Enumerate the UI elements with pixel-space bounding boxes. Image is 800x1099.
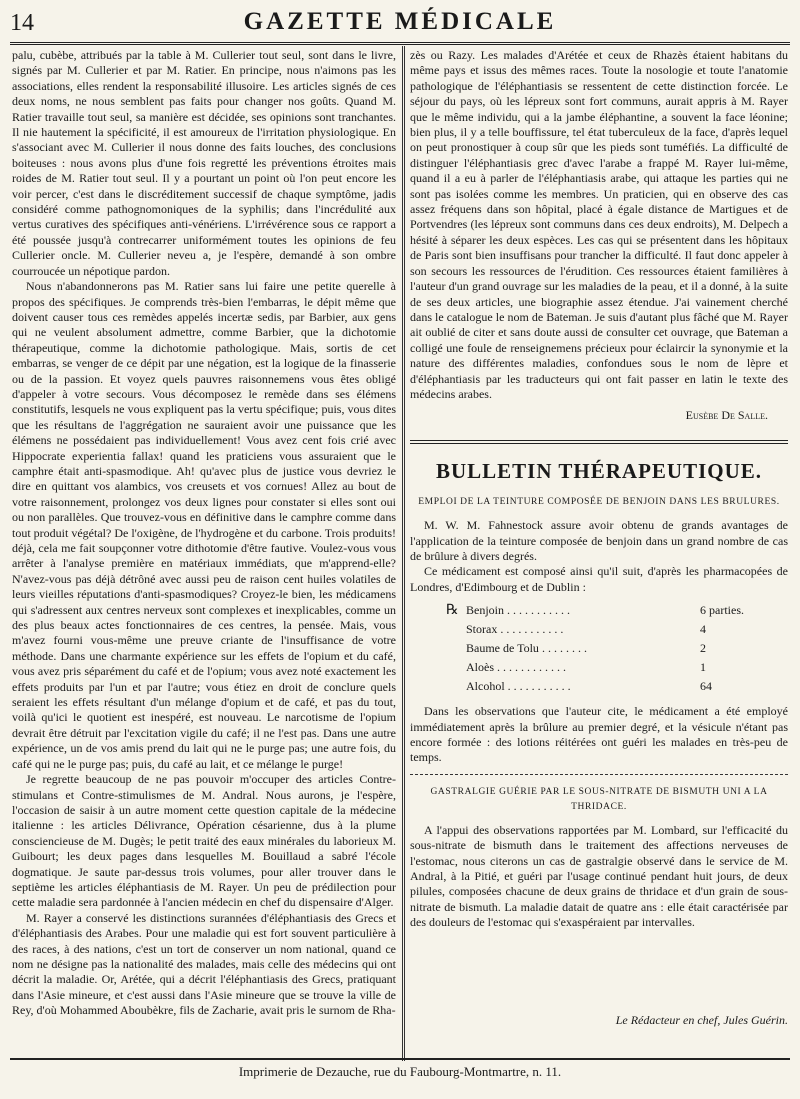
- article-signature: Eusèbe De Salle.: [685, 408, 768, 423]
- ingredient-dots: . . . . . . . . . . .: [500, 621, 564, 636]
- recipe-row: [446, 620, 788, 639]
- section1-after-paragraph: Dans les observations que l'auteur cite, le médicament a été employé immédiatement après la brûlure au premier degré, et la vésicule n'étant pas encore formée : des lotions réitérées ont guéri les malades en très-peu de temps.: [410, 704, 788, 765]
- left-paragraph-3: Je regrette beaucoup de ne pas pouvoir m'occuper des articles Contre-stimulans et Contre-stimulismes de M. Andral. Nous aurons, je l'espère, l'occasion de saisir à un autre moment cette question capitale de la médecine italienne : les articles Délivrance, Opération césarienne, dus à la plume consciencieuse de M. Dugès; le petit traité des eaux minérales du laborieux M. Guibourt; les deux pages dans lesquelles M. Bouillaud a sabré l'école dogmatique. Je saute par-dessus trois volumes, pour aller trouver dans le septième les articles éléphantiasis de M. Rayer. Un peu de prédilection pour cette maladie sera pardonnée à l'ancien médecin en chef du dispensaire d'Alger.: [12, 772, 396, 910]
- ingredient-quantity: 64: [700, 678, 712, 693]
- column-divider: [402, 46, 405, 1061]
- section1-paragraph-1: M. W. M. Fahnestock assure avoir obtenu de grands avantages de l'application de la teinture composée de benjoin dans un grand nombre de cas de brûlure à divers degrés.: [410, 518, 788, 563]
- section-divider: [410, 774, 788, 775]
- ingredient-name: Aloès: [466, 659, 494, 674]
- ingredient-dots: . . . . . . . .: [541, 640, 587, 655]
- section2-paragraph: A l'appui des observations rapportées par M. Lombard, sur l'efficacité du sous-nitrate de bismuth dans le traitement des affections nerveuses de l'estomac, nous citerons un cas de gastralgie observé dans le service de M. Andral, à la Pitié, et guéri par l'usage continué pendant huit jours, de deux pilules, composées chacune de deux grains de thridace et d'un grain de sous-nitrate de bismuth. La maladie datait de quatre ans : elle était caractérisée par des douleurs de l'estomac qui s'exaspéraient par intervalles.: [410, 822, 788, 930]
- left-column: [12, 48, 396, 1058]
- ingredient-name: Storax: [466, 621, 498, 636]
- ingredient-quantity: 2: [700, 640, 706, 655]
- recipe-row: [446, 639, 788, 658]
- right-column: [410, 48, 788, 1058]
- printer-footer: Imprimerie de Dezauche, rue du Faubourg-Montmartre, n. 11.: [238, 1064, 562, 1079]
- ingredient-name: Baume de Tolu: [466, 640, 539, 655]
- right-paragraph-1: zès ou Razy. Les malades d'Arétée et ceux de Rhazès étaient habitans du même pays et issus des mêmes races. Toute la nosologie et toute l'anatomie pathologique de l'éléphantiasis se ressentent de cette distinction forcée. Le séjour du pays, où les lépreux sont fort communs, aurait appris à M. Rayer que le même individu, qui a la jambe éléphantine, a souvent la face léonine; bien plus, il y a telle bouffissure, tel état tuberculeux de la face, d'après lequel on peut pronostiquer à coup sûr que les pieds sont tuméfiés. La difficulté de distinguer l'éléphantiasis grec d'avec l'arabe a frappé M. Rayer lui-même, quand il a eu à parler de l'éléphantiasis arabe, qui attaque les parties qui ne sont pas isolées comme les membres. Un praticien, qui en observe des cas assez fréquens dans son hôpital, placé à égale distance de Martigues et de Portvendres (les lépreux sont communs dans ces deux endroits), M. Delpech a hésité à séparer les deux espèces. Les cas qui se présentent dans les hôpitaux de Paris sont bien insuffisans pour trancher la difficulté. Il faut donc appeler à son secours les ressources de l'érudition. Ces ressources étaient familières à l'auteur d'un grand ouvrage sur les maladies de la peau, et il a donné, à la suite de ses deux articles, une biographie assez étendue. J'ai vainement cherché dans le catalogue le nom de Bateman. Je suis d'autant plus fâché que M. Rayer ait oublié de citer et sans doute aussi de consulter cet ouvrage, que Bateman a colligé une foule de renseignemens précieux pour éclaircir la synonymie et la nature des différentes maladies, confondues sous le nom de lèpre et d'éléphantiasis par les traducteurs qui ont fait passer en latin le texte des médecins arabes.: [410, 48, 788, 401]
- ingredient-name: Alcohol: [466, 678, 505, 693]
- footer-rule: [10, 1058, 790, 1060]
- section-rule: [410, 440, 788, 444]
- journal-title: GAZETTE MÉDICALE: [243, 8, 557, 35]
- section2-heading: GASTRALGIE GUÉRIE PAR LE SOUS-NITRATE DE BISMUTH UNI A LA THRIDACE.: [430, 786, 768, 812]
- ingredient-quantity: 6 parties.: [700, 602, 744, 617]
- section1-paragraph-2: Ce médicament est composé ainsi qu'il suit, d'après les pharmacopées de Londres, d'Edimbourg et de Dublin :: [410, 564, 788, 594]
- ingredient-name: Benjoin: [466, 602, 504, 617]
- ingredient-dots: . . . . . . . . . . .: [507, 678, 571, 693]
- ingredient-quantity: 1: [700, 659, 706, 674]
- page-number: 14: [10, 10, 34, 36]
- editor-signature: Le Rédacteur en chef, Jules Guérin.: [615, 1013, 788, 1027]
- left-paragraph-4: M. Rayer a conservé les distinctions surannées d'éléphantiasis des Grecs et d'éléphantiasis des Arabes. Pour une maladie qui est fort souvent particulière à des races, à des nations, c'est un tort de conserver un nom national, quand ce nom ne désigne pas la nationalité des malades, mais celle des médecins qui ont décrit la maladie. Or, Arétée, qui a décrit l'éléphantiasis des Grecs, pratiquant dans l'Asie mineure, et c'est aussi dans l'Asie mineure que se trouve la ville de Rey, d'où Mohammed Aboubèkre, fils de Zacharie, avait pris le surnom de Rha-: [12, 910, 396, 1018]
- ingredient-quantity: 4: [700, 621, 706, 636]
- left-paragraph-1: palu, cubèbe, attribués par la table à M. Cullerier tout seul, sont dans le livre, signés par M. Cullerier et par M. Ratier. En principe, nous n'aimons pas les associations, elles rendent la responsabilité illusoire. Les articles signés de ces deux noms, ne nous semblent pas faits pour changer nos goûts. Quand M. Ratier travaille tout seul, sa manière est décidée, ses opinions sont tranchantes. Il nie hautement la spécificité, il est amoureux de l'irritation physiologique. En s'associant avec M. Cullerier il nous donne des faits louches, des conclusions boiteuses : nous avons plus d'une fois regretté les préventions étroites mais roides de M. Ratier tout seul. Il y a pourtant un point où l'on peut encore les voir percer, c'est dans le discréditement successif de chaque symptôme, jadis considéré comme pathognomoniques de la syphilis; dans l'incrédulité aux vertus curatives des spécifiques anti-vénériens. L'irrévérence sous ce rapport a été poussée jusqu'à contrecarrer uniformément toutes les opinions de feu Cullerier oncle. M. Cullerier neveu a, je l'espère, demandé à son ombre courroucée un népotique pardon.: [12, 48, 396, 278]
- ingredient-dots: . . . . . . . . . . .: [507, 602, 570, 617]
- ingredient-dots: . . . . . . . . . . . .: [497, 659, 566, 674]
- recipe-row: [446, 658, 788, 677]
- recipe-symbol: ℞: [446, 602, 459, 618]
- page-header: [10, 4, 790, 42]
- bulletin-title: BULLETIN THÉRAPEUTIQUE.: [435, 458, 763, 483]
- recipe-list: [446, 601, 788, 696]
- header-rule: [10, 42, 790, 45]
- recipe-row: [446, 601, 788, 620]
- section1-heading: EMPLOI DE LA TEINTURE COMPOSÉE DE BENJOIN DANS LES BRULURES.: [418, 497, 780, 508]
- left-paragraph-2: Nous n'abandonnerons pas M. Ratier sans lui faire une petite querelle à propos des spécifiques. Je comprends très-bien l'embarras, le dépit même que doivent causer tous ces remèdes appelés incertæ sedis, par Barbier, aux gens qui ne veulent absolument admettre, comme Barbier, que la dichotomie thérapeutique, comme la dichotomie pathologique. Mais, sortis de cet embarras, se venger de ce dépit par une négation, est la logique de la finasserie ou de la passion. Et voyez quels pauvres raisonnemens vous êtes obligé d'appeler à votre secours. Vous décomposez le remède dans ses élémens constitutifs, lesquels ne vous expliquent pas la vertu spécifique; puis, vous dites que les résultans de l'aggrégation ne sauraient avoir une puissance que les élémens ne possédaient pas individuellement! Vous avez cent fois crié avec Hippocrate experientia fallax! quand les praticiens vous assuraient que le camphre était anti-spasmodique. Ah! qu'avec plus de justice vous devriez le dire en quittant vos alambics, vos creusets et vos cornues! Allez au bout de votre raisonnement, prolongez vos deux lignes pour constater si elles sont oui ou non parallèles. Que trouvez-vous en définitive dans le camphre comme dans tout produit végétal? De l'oxigène, de l'hydrogène et du carbone. Trois produits! déjà, cela me fait soupçonner votre dithotomie d'être fautive. Voulez-vous vous arrêter à l'analyse première en matériaux immédiats, que m'apprend-elle? N'avez-vous pas déjà détrôné avec aussi peu de raison cent huiles volatiles de leurs vieilles réputations d'anti-spasmodiques? Croyez-le bien, les médicamens qui s'adressent aux centres nerveux sont complexes et inexplicables, comme un des plus beaux actes fonctionnaires de ces centres, la pensée. Mais, vous m'avez fourni vous-même une preuve criante de l'insuffisance de votre méthode. Dans une charmante expérience sur les effets de l'opium et du café, vous avez pris séparément du café et de l'opium; vous avez noté exactement les effets produits par l'un et par l'autre; vous étiez en droit de conclure quels seraient les effets résultant d'un mélange d'opium et de café, et pas du tout, voilà qu'ici le quotient est inespéré, est nouveau. Le narcotisme de l'opium devrait être détruit par l'excitation vigile du café; il ne l'est pas. Dans une autre expérience, un de vos amis prend du lait qui ne le purge pas; une autre fois, du café qui ne le purge pas; puis, du café au lait, et ce mélange le purge!: [12, 279, 396, 771]
- recipe-row: [446, 677, 788, 696]
